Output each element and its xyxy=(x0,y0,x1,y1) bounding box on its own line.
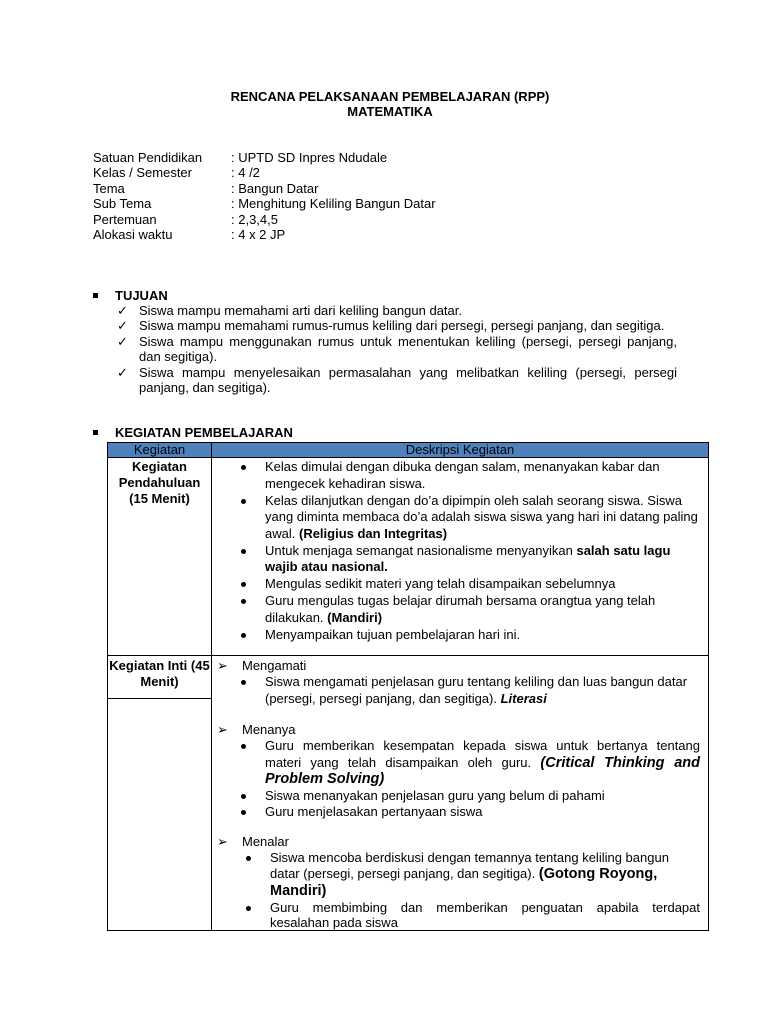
phase-description xyxy=(212,458,709,656)
value-tag: (Critical Thinking and Problem Solving) xyxy=(265,754,700,787)
list-item xyxy=(212,788,708,803)
item-text: Kelas dimulai dengan dibuka dengan salam, menanyakan kabar dan mengecek kehadiran siswa. xyxy=(265,459,660,491)
item-text: Guru membimbing dan memberikan penguatan apabila terdapat kesalahan pada siswa xyxy=(270,899,700,930)
bullet-dot-icon xyxy=(241,599,246,604)
info-label: Pertemuan xyxy=(93,211,157,227)
tujuan-text: Siswa mampu menyelesaikan permasalahan yang melibatkan keliling (persegi, persegi panjang, dan segitiga). xyxy=(139,364,677,396)
item-text: Guru memberikan kesempatan kepada siswa untuk bertanya tentang materi yang telah disampaikan oleh guru. xyxy=(265,738,700,770)
list-item xyxy=(117,303,677,318)
bullet-dot-icon xyxy=(241,744,246,749)
tujuan-list xyxy=(117,303,677,395)
info-row xyxy=(93,165,436,180)
step-heading xyxy=(212,658,708,674)
bullet-dot-icon xyxy=(241,633,246,638)
value-tag: (Mandiri) xyxy=(327,609,383,625)
info-label: Sub Tema xyxy=(93,196,152,212)
bullet-dot-icon xyxy=(241,680,246,685)
list-item xyxy=(212,900,708,930)
step-label: Menalar xyxy=(242,833,289,849)
list-item xyxy=(212,576,708,593)
arrow-bullet-icon: ➢ xyxy=(217,722,228,737)
checkmark-icon: ✓ xyxy=(117,318,128,334)
section-kegiatan xyxy=(93,425,293,441)
item-text: Guru mengulas tugas belajar dirumah bersama orangtua yang telah dilakukan. xyxy=(265,593,656,625)
arrow-bullet-icon: ➢ xyxy=(217,658,228,673)
info-label: Tema xyxy=(93,180,125,196)
bullet-dot-icon xyxy=(241,465,246,470)
step-label: Mengamati xyxy=(242,658,307,673)
kegiatan-table xyxy=(107,442,709,931)
item-text: Siswa mencoba berdiskusi dengan temannya tentang keliling bangun datar (persegi, persegi panjang, dan segitiga). xyxy=(270,849,669,881)
section-tujuan xyxy=(93,288,168,304)
tujuan-text: Siswa mampu memahami arti dari keliling bangun datar. xyxy=(139,303,462,318)
info-value: : 2,3,4,5 xyxy=(231,211,278,227)
value-tag: (Religius dan Integritas) xyxy=(298,525,448,541)
phase-description xyxy=(212,656,709,931)
item-text: Mengulas sedikit materi yang telah disampaikan sebelumnya xyxy=(265,576,616,591)
info-value: : 4 /2 xyxy=(231,165,260,181)
list-item xyxy=(212,738,708,788)
item-text: Siswa menanyakan penjelasan guru yang belum di pahami xyxy=(265,788,605,803)
phase-label-pendahuluan: Kegiatan Pendahuluan (15 Menit) xyxy=(108,458,212,656)
item-text: Siswa mengamati penjelasan guru tentang keliling dan luas bangun datar (persegi, persegi panjang, dan segitiga). xyxy=(265,674,688,706)
list-item xyxy=(212,493,708,543)
step-heading xyxy=(212,834,708,850)
info-label: Kelas / Semester xyxy=(93,165,192,181)
info-value: : Bangun Datar xyxy=(231,180,319,196)
section-heading: TUJUAN xyxy=(115,288,168,303)
bullet-dot-icon xyxy=(241,794,246,799)
bullet-dot-icon xyxy=(246,856,251,861)
bullet-dot-icon xyxy=(246,906,251,911)
column-header-deskripsi: Deskripsi Kegiatan xyxy=(212,443,709,458)
bullet-dot-icon xyxy=(241,810,246,815)
section-heading: KEGIATAN PEMBELAJARAN xyxy=(115,425,293,440)
checkmark-icon: ✓ xyxy=(117,333,128,349)
arrow-bullet-icon: ➢ xyxy=(217,833,228,849)
square-bullet-icon xyxy=(93,430,98,435)
bullet-dot-icon xyxy=(241,582,246,587)
list-item xyxy=(212,674,708,707)
info-value: : 4 x 2 JP xyxy=(231,226,286,242)
step-label: Menanya xyxy=(242,722,296,737)
column-header-kegiatan: Kegiatan xyxy=(108,443,212,458)
table-row xyxy=(108,656,709,931)
list-item xyxy=(212,543,708,576)
doc-title-line1: RENCANA PELAKSANAAN PEMBELAJARAN (RPP) xyxy=(230,89,550,104)
info-row xyxy=(93,196,436,211)
phase-label-inti xyxy=(108,656,212,931)
list-item xyxy=(117,334,677,365)
bullet-dot-icon xyxy=(241,549,246,554)
cell-divider xyxy=(108,698,211,699)
list-item xyxy=(212,850,708,900)
item-text: Menyampaikan tujuan pembelajaran hari ini. xyxy=(265,626,521,642)
info-row xyxy=(93,227,436,242)
info-value: : UPTD SD Inpres Ndudale xyxy=(231,150,388,165)
table-row xyxy=(108,458,709,656)
list-item xyxy=(212,593,708,626)
square-bullet-icon xyxy=(93,293,98,298)
bullet-dot-icon xyxy=(241,499,246,504)
item-text: Guru menjelasakan pertanyaan siswa xyxy=(265,803,483,819)
value-tag: salah satu lagu wajib atau nasional. xyxy=(265,542,671,574)
list-item xyxy=(212,459,708,492)
doc-title-line2: MATEMATIKA xyxy=(347,104,433,119)
info-row xyxy=(93,150,436,165)
list-item xyxy=(212,804,708,819)
list-item xyxy=(117,365,677,396)
value-tag: (Gotong Royong, Mandiri) xyxy=(270,866,658,899)
info-label: Alokasi waktu xyxy=(93,226,173,242)
phase-label-text: Kegiatan Inti (45 Menit) xyxy=(109,658,210,689)
tujuan-text: Siswa mampu menggunakan rumus untuk menentukan keliling (persegi, persegi panjang, dan segitiga). xyxy=(139,333,677,365)
identity-block xyxy=(93,150,436,242)
info-label: Satuan Pendidikan xyxy=(93,150,203,165)
step-heading xyxy=(212,722,708,738)
list-item xyxy=(117,318,677,333)
list-item xyxy=(212,627,708,644)
item-text: Untuk menjaga semangat nasionalisme menyanyikan xyxy=(265,542,573,558)
checkmark-icon: ✓ xyxy=(117,364,128,380)
tujuan-text: Siswa mampu memahami rumus-rumus keliling dari persegi, persegi panjang, dan segitiga. xyxy=(139,318,665,334)
info-value: : Menghitung Keliling Bangun Datar xyxy=(231,196,436,212)
info-row xyxy=(93,212,436,227)
item-text: Kelas dilanjutkan dengan do’a dipimpin oleh salah seorang siswa. Siswa yang diminta membaca do’a adalah siswa siswa yang hari ini datang paling awal. xyxy=(265,492,698,541)
value-tag: Literasi xyxy=(500,690,547,706)
info-row xyxy=(93,181,436,196)
checkmark-icon: ✓ xyxy=(117,303,128,318)
